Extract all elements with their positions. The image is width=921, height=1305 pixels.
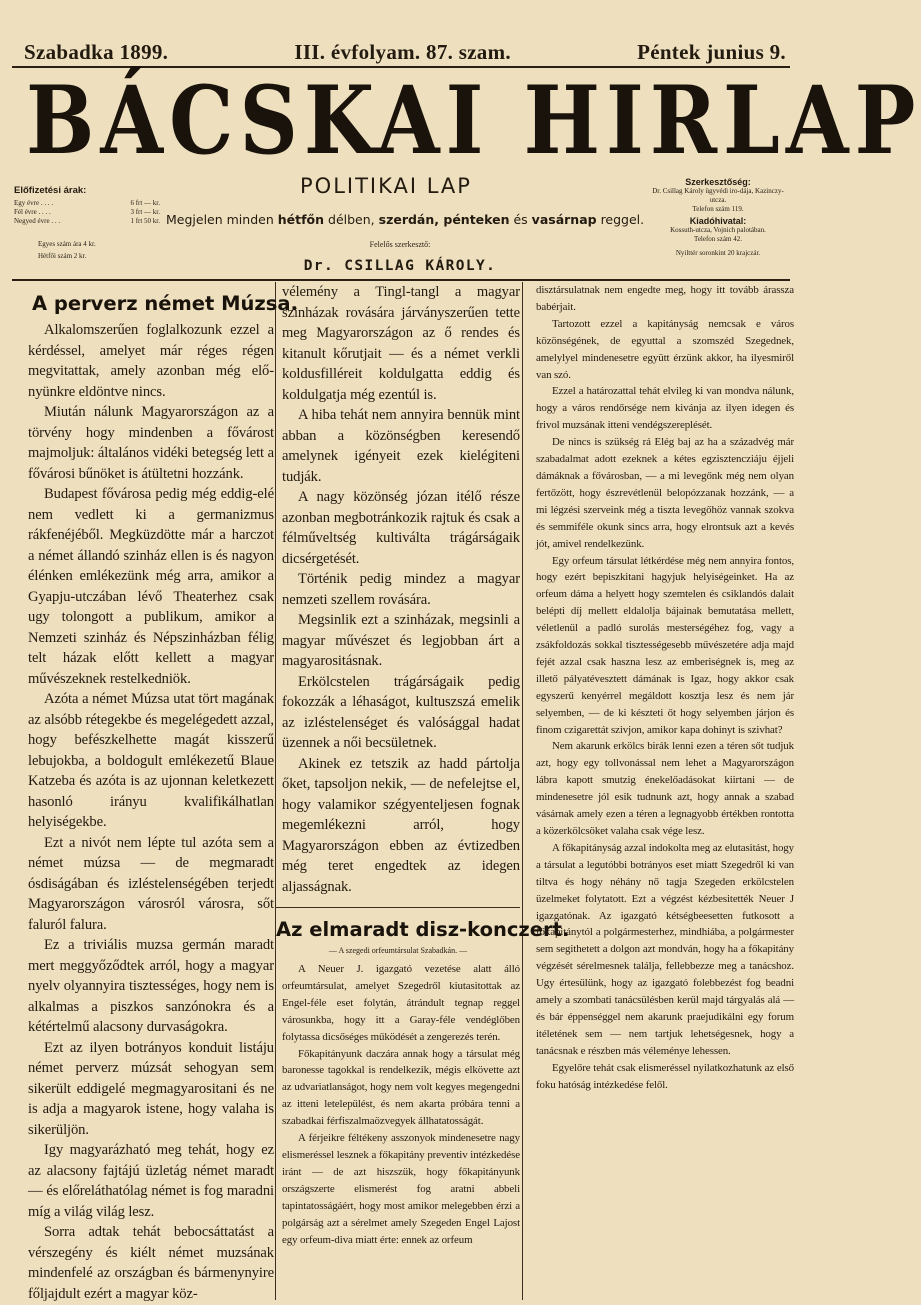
subscription-prices [14, 186, 160, 261]
masthead-subtitle: POLITIKAI LAP [300, 174, 472, 198]
paragraph: Ezt a nivót nem lépte tul azóta sem a német múzsa — de megmaradt ósdiságában és izléstelenségében terjedt Magyarországon városról városra, sőt faluról falura. [28, 834, 274, 933]
editor-label: Felelős szerkesztő: [369, 240, 431, 249]
day-date: Péntek junius 9. [637, 40, 786, 64]
editor-name: Dr. CSILLAG KÁROLY. [303, 258, 497, 274]
paragraph: Ez a triviális muzsa germán maradt mert meggyőződtek arról, hogy a magyar nyelv olyannyira tisztességes, hogy nem is alkalmas a piszkos sanzónokra és a kétértelmű alacsony durvaságokra. [28, 937, 274, 1035]
editorial-phone: Telefon szám 119. [692, 205, 744, 213]
article2-continued [528, 282, 794, 1094]
paragraph: Igy magyarázható meg tehát, hogy ez az alacsony fajtájú üzletág német maradt — és előreláthatólag német is fog maradni míg a világ világ lesz. [28, 1142, 274, 1220]
paragraph: A nagy közönség józan itélő része azonban megbotránkozik rajtuk és csak a félműveltség kultiválta trágárságaik dicsérgetését. [282, 489, 520, 567]
masthead-title: BÁCSKAI HIRLAP [26, 66, 921, 176]
paragraph: vélemény a Tingl-tangl a magyar szinházak rovására járványszerűen tette meg Magyarországon az ő rendes és kitanult kőrutjait — és a német verkli koldusfilléreit koldulgatta eddig és koldulgatja még ezentúl is. [282, 284, 520, 403]
subscription-heading: Előfizetési árak: [14, 185, 87, 196]
pub-mid1: délben, [328, 212, 375, 227]
paragraph: Akinek ez tetszik az hadd pártolja őket, tapsoljon nekik, — de nefelejtse el, hogy valamikor szégyenteljesen fognak megemlékezni arról, hogy Magyarországon ebben az évtizedben még teret engedtek az idegen aljasságnak. [282, 755, 520, 895]
paragraph: Erkölcstelen trágárságaik pedig fokozzák a léhaságot, kultuszszá emelik az izléstelenséget és valósággal hadat üzennek a női becsületnek. [282, 673, 520, 751]
article2-body [276, 961, 520, 1248]
paragraph: Sorra adtak tehát bebocsáttatást a vérszegény és kiélt német muzsának mindenfelé az országban és bármenynyire főljajdult ezért a magyar köz- [28, 1224, 274, 1302]
office-info [650, 178, 786, 258]
pub-prefix: Megjelen minden [166, 212, 274, 227]
publication-days [166, 212, 644, 227]
publisher-heading: Kiadóhivatal: [689, 216, 747, 226]
paragraph: Budapest fővárosa pedig még eddig-elé nem vedlett ki a germanizmus rákfenéjéből. Megküzdötte már a harczot a német állandó szinház ellen is és nagyon élénken emlékezünk még arra, amikor a Gyapju-utczában lévő Theaterhez csak ugy tolongott a publikum, amikor a Nemzeti szinház és Népszinházban félig telt házak előtt kellett a magyar művészeknek restelkedniök. [28, 486, 274, 687]
price-row: Fél évre . . . . 3 frt — kr. [14, 208, 160, 216]
paragraph: Alkalomszerűen foglalkozunk ezzel a kérdéssel, amelyet már réges régen megvitattak, amely azonban még elő-nyünkre eldöntve nincs. [28, 322, 274, 400]
pub-day3: vasárnap [531, 212, 597, 227]
paragraph: A férjeikre féltékeny asszonyok mindenesetre nagy elismeréssel lesznek a főkapitány preventiv intézkedése iránt — de azt hiszszük, hogy főkapitányunk országszerte elismerést fog aratni abbeli tapintatosságáért, hogy most amikor melegebben érzi a polgárság azt a sérelmet amely Szegeden Engel Lajost egy orfeum-diva miatt érte: ennek az orfeum [282, 1132, 520, 1246]
paragraph: disztársulatnak nem engedte meg, hogy itt tovább árassza babérjait. [536, 284, 794, 313]
paragraph: Történik pedig mindez a magyar nemzeti szellem rovására. [282, 571, 520, 608]
editorial-heading: Szerkesztőség: [685, 177, 751, 187]
article2-title: Az elmaradt disz-konczert. [276, 918, 570, 941]
paragraph: Tartozott ezzel a kapitányság nemcsak e város közönségének, de egyuttal a szomszéd Szegednek, amelylyel mindenesetre együtt érzünk akkor, ha ilyesmiről van szó. [536, 317, 794, 381]
place-year: Szabadka 1899. [24, 40, 169, 64]
article1-title: A perverz német Múzsa. [32, 292, 298, 315]
article2-subtitle: — A szegedi orfeumtársulat Szabadkán. — [328, 946, 468, 955]
paragraph: Megsinlik ezt a szinházak, megsinli a magyar művészet és legjobban árt a magyarositásnak. [282, 612, 520, 669]
price-row: Negyed évre . . . 1 frt 50 kr. [14, 217, 160, 225]
pub-day2: szerdán, pénteken [378, 212, 510, 227]
editorial-address: Dr. Csillag Károly ügyvédi iro-dája, Kazinczy-utcza. [652, 187, 784, 204]
paragraph: A főkapitányság azzal indokolta meg az elutasitást, hogy a társulat a legutóbbi botrányos eset miatt Szegedről ki van tiltva és hogy néhány nő tagja Szegeden erkölcstelen üzelmeket folytatott. Ezt a végzést kézbesitették Neuer J igazgatónak. Az igazgató kétségbeesetten futkosott a főkapitánytól a polgármesterhez, mindhiába, a polgármester sem segithetett a dolgon azt mondván, hogy ha a főkapitány végzését sérelmesnek találja, fellebbezze meg a tanácshoz. Ugy értesülünk, hogy az igazgató folebbezést fog beadni amely a szombati tanácsülésben kerül majd tárgyalás alá — és bár éppenséggel nem akarunk praejudikálni egy forum itéletének sem — nem tartjuk lehetségesnek, hogy a tanácsnak e részben más véleménye lehessen. [536, 841, 794, 1057]
article1-body [28, 320, 274, 1304]
column-3 [528, 282, 794, 1300]
paragraph: Egyelőre tehát csak elismeréssel nyilatkozhatunk az első foku hatóság intézkedése felől. [536, 1061, 794, 1091]
column-2 [276, 282, 570, 1300]
header-bottom-rule [12, 279, 790, 281]
pub-day1: hétfőn [277, 212, 325, 227]
article1-continued [276, 282, 520, 897]
article-separator [276, 907, 520, 908]
monday-issue-price: Hétfői szám 2 kr. [38, 252, 87, 260]
single-issue-price: Egyes szám ára 4 kr. [38, 240, 96, 248]
paragraph: Nem akarunk erkölcs birák lenni ezen a téren sőt tudjuk azt, hogy egy tollvonással nem lehet a Magyarországon lábra kapott smutzig énekelőadásokat kiirtani — de mindenesetre jól esik tudnunk azt, hogy annak a szabad vásárnak amely ezen a téren a legnagyobb értékben rontotta a közerkölcsöket valaha csak vége lesz. [536, 740, 794, 837]
pub-mid2: és [513, 212, 528, 227]
publisher-phone: Telefon szám 42. [694, 235, 742, 243]
column-divider [522, 282, 523, 1300]
paragraph: Miután nálunk Magyarországon az a törvény hogy mindenben a fővárost majmoljuk: általános vidéki betegség lett a fővárosi bűnöket is átültetni hozzánk. [28, 404, 274, 482]
paragraph: Egy orfeum társulat létkérdése még nem annyira fontos, hogy ezért bepiszkitani hagyjuk helyiségeinket. Ha az orfeum dáma a helyett hogy szemtelen és csiklandós dalait belépti díj mellett eldalolja bájainak bemutatása mellett, véletlenül a padló surolás mesterségéhez fog, vagy a zsákfoldozás sokkal tisztességesebb művészetére adja majd fejét azzal csak haszna lesz az emberiségnek is, meg az illető pályatévesztett dámának is Igaz, hogy akkor csak egyszerű kenyérrel megáldott kosztja lesz és nem jár selyemben, — de ki készteti őt hogy selyemben járjon és finom czigarettát szivjon, amikor kapa dohinyt is szivhat? [536, 554, 794, 736]
paragraph: Főkapitányunk daczára annak hogy a társulat még baronesse tagokkal is rendelkezik, mégis elkövette azt az udvariatlanságot, hogy nem volt kegyes megengedni az itteni letelepülést, és nem akarta próbára tenni a szabadkai férfiszalmaözvegyek állhatatosságát. [282, 1047, 520, 1128]
paragraph: A Neuer J. igazgató vezetése alatt álló orfeumtársulat, amelyet Szegedről kiutasitottak az Engel-féle eset folytán, átrándult tegnap reggel városunkba, hogy itt a Garay-féle vendéglőben folytassa dicsőséges működését a zengerezés terén. [282, 963, 520, 1043]
paragraph: De nincs is szükség rá Elég baj az ha a századvég már szabadalmat adott ezeknek a kétes egzisztencziáju éjjeli dámáknak a fővárosban, — a mi levegőnk még nem olyan fertőzött, hogy észrevétlenül belopózzanak hozzánk, — a mi légzési szerveink még a tiszta levegőhöz vannak szokva és semmiféle okunk sincs arra, hogy elrontsuk azt a kevés jót, amivel rendelkezünk. [536, 436, 794, 550]
issue-number: III. évfolyam. 87. szam. [294, 40, 511, 64]
paragraph: A hiba tehát nem annyira bennük mint abban a közönségben keresendő amelynek igényeit ezek kielégiteni tudják. [282, 407, 520, 485]
paragraph: Azóta a német Múzsa utat tört magának az alsóbb rétegekbe és megelégedett azzal, hogy befészkelhette magát kisszerű lebujokba, a boldogult emlékezetű Blaue Katzeba és azóta is az ujonnan keletkezett hasonló irányu kvalifikálhatlan helyiségekbe. [28, 691, 274, 830]
ad-rate: Nyilttér soronkint 20 krajczár. [675, 249, 761, 257]
dateline [24, 40, 786, 65]
pub-suffix: reggel. [600, 212, 645, 227]
publisher-address: Kossuth-utcza, Vojnich palotában. [670, 226, 766, 234]
paragraph: Ezt az ilyen botrányos konduit listáju német perverz múzsát sehogyan sem sikerült eddigelé megmagyarositani és ne is adja a magyarok istene, hogy valaha is sikerüljön. [28, 1039, 274, 1138]
paragraph: Ezzel a határozattal tehát elvileg ki van mondva nálunk, hogy a város rendőrsége nem kivánja az ilyen idegen és frivol muzsának itteni vendégszereplését. [536, 385, 794, 432]
column-1 [28, 282, 298, 1302]
price-row: Egy évre . . . . 6 frt — kr. [14, 199, 160, 207]
